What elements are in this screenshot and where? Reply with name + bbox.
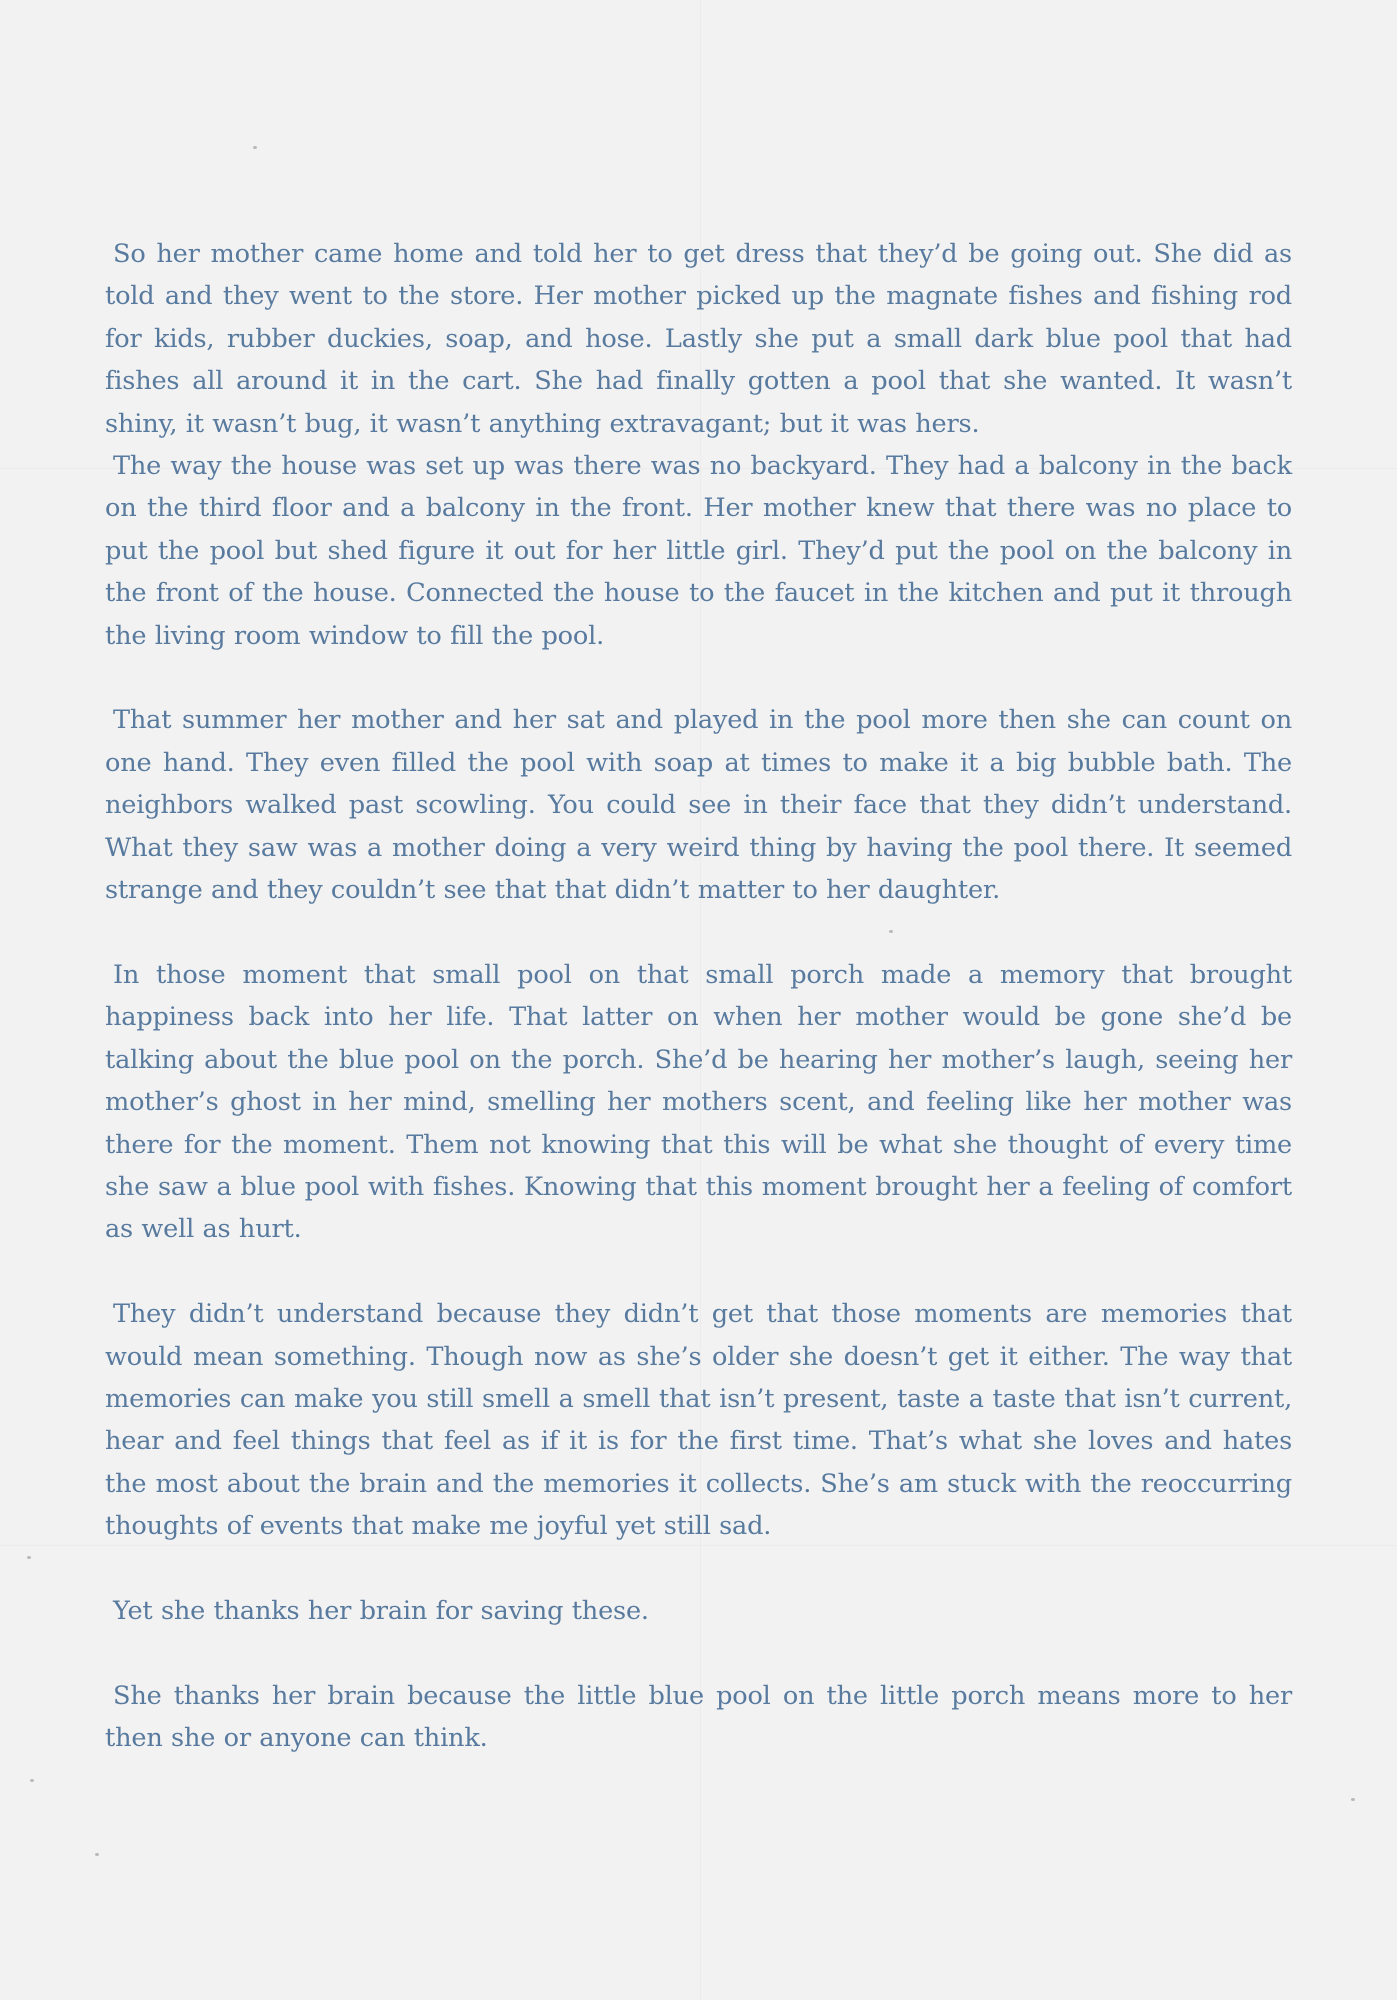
paragraph-2: The way the house was set up was there was no backyard. They had a balcony in the back on the third floor and a balcony in the front. Her mother knew that there was no place to put the pool but shed figure it out for her little girl. They’d put the pool on the balcony in the front of the house. Connected the house to the faucet in the kitchen and put it through the living room window to fill the pool.: [105, 451, 1292, 651]
paper-speck: [27, 1556, 31, 1559]
paragraph-3: That summer her mother and her sat and played in the pool more then she can count on one hand. They even filled the pool with soap at times to make it a big bubble bath. The neighbors walked past scowling. You could see in their face that they didn’t understand. What they saw was a mother doing a very weird thing by having the pool there. It seemed strange and they couldn’t see that that didn’t matter to her daughter.: [105, 705, 1292, 906]
paragraph-5: They didn’t understand because they didn’t get that those moments are memories that would mean something. Though now as she’s older she doesn’t get it either. The way that memories can make you still smell a smell that isn’t present, taste a taste that isn’t current, hear and feel things that feel as if it is for the first time. That’s what she loves and hates the most about the brain and the memories it collects. She’s am stuck with the reoccurring thoughts of events that make me joyful yet still sad.: [105, 1299, 1292, 1542]
paper-speck: [1351, 1798, 1355, 1801]
paper-speck: [95, 1853, 99, 1856]
paragraph-6: Yet she thanks her brain for saving these.: [113, 1595, 649, 1626]
paragraph-4: In those moment that small pool on that small porch made a memory that brought happiness back into her life. That latter on when her mother would be gone she’d be talking about the blue pool on the porch. She’d be hearing her mother’s laugh, seeing her mother’s ghost in her mind, smelling her mothers scent, and feeling like her mother was there for the moment. Them not knowing that this will be what she thought of every time she saw a blue pool with fishes. Knowing that this moment brought her a feeling of comfort as well as hurt.: [105, 959, 1292, 1245]
document-body: [105, 233, 1292, 1760]
paper-speck: [30, 1779, 34, 1782]
paragraph-1: So her mother came home and told her to get dress that they’d be going out. She did as told and they went to the store. Her mother picked up the magnate fishes and fishing rod for kids, rubber duckies, soap, and hose. Lastly she put a small dark blue pool that had fishes all around it in the cart. She had finally gotten a pool that she wanted. It wasn’t shiny, it wasn’t bug, it wasn’t anything extravagant; but it was hers.: [105, 239, 1292, 439]
paragraph-7: She thanks her brain because the little blue pool on the little porch means more to her then she or anyone can think.: [105, 1680, 1292, 1754]
paper-speck: [253, 146, 257, 149]
